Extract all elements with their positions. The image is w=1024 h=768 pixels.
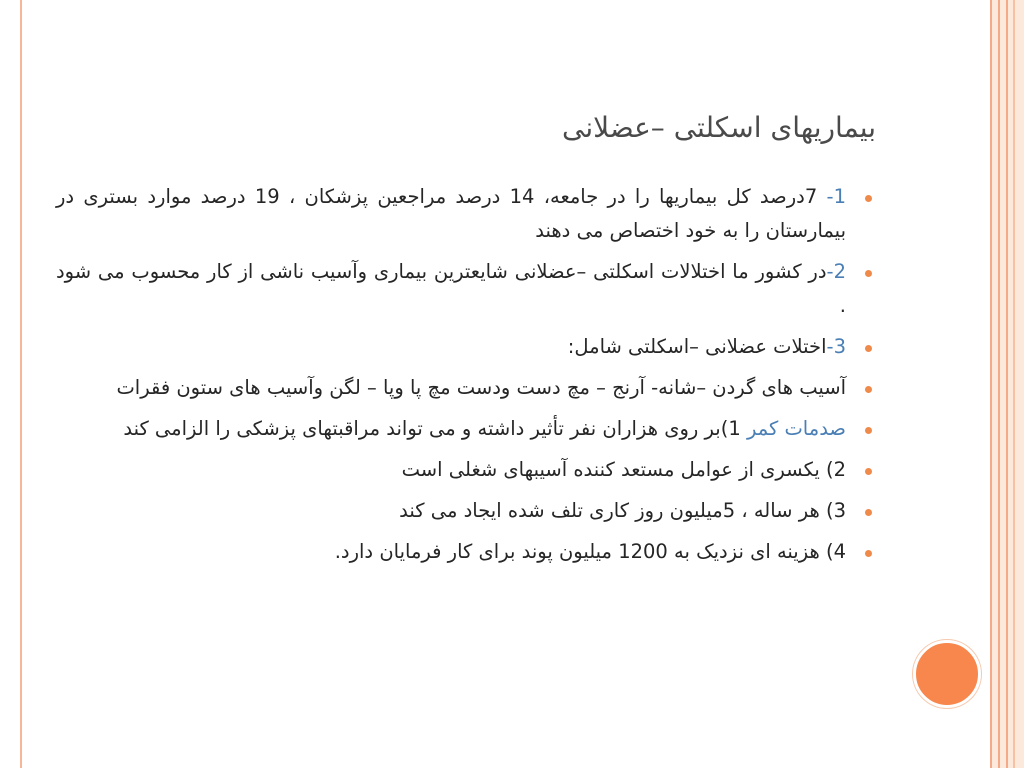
list-item bbox=[56, 535, 876, 569]
list-item bbox=[56, 255, 876, 323]
bullet-list bbox=[56, 180, 876, 576]
item-prefix: صدمات کمر bbox=[746, 417, 846, 440]
item-text: 3) هر ساله ، 5میلیون روز کاری تلف شده ایجاد می کند bbox=[399, 499, 846, 522]
right-stripe-line-2 bbox=[998, 0, 1000, 768]
item-text: 7درصد کل بیماریها را در جامعه، 14 درصد مراجعین پزشکان ، 19 درصد موارد بستری در بیمارستان را به خود اختصاص می دهند bbox=[56, 185, 846, 242]
right-stripe-line-4 bbox=[1013, 0, 1015, 768]
bullet-dot bbox=[865, 345, 872, 352]
list-item bbox=[56, 180, 876, 248]
bullet-dot bbox=[865, 468, 872, 475]
bullet-dot bbox=[865, 270, 872, 277]
item-text: در کشور ما اختلالات اسکلتی –عضلانی شایعترین بیماری وآسیب ناشی از کار محسوب می شود . bbox=[56, 260, 846, 317]
bullet-dot bbox=[865, 427, 872, 434]
bullet-dot bbox=[865, 550, 872, 557]
item-text: 2) یکسری از عوامل مستعد کننده آسیبهای شغلی است bbox=[401, 458, 846, 481]
item-prefix: 1- bbox=[826, 185, 846, 208]
bullet-dot bbox=[865, 509, 872, 516]
bullet-dot bbox=[865, 386, 872, 393]
slide-title: بیماریهای اسکلتی –عضلانی bbox=[561, 111, 876, 144]
item-prefix: 2- bbox=[826, 260, 846, 283]
list-item bbox=[56, 330, 876, 364]
right-stripe-line-1 bbox=[990, 0, 992, 768]
item-prefix: 3- bbox=[826, 335, 846, 358]
bullet-dot bbox=[865, 195, 872, 202]
decorative-circle bbox=[913, 640, 981, 708]
right-stripe-line-3 bbox=[1006, 0, 1008, 768]
item-text: 4) هزینه ای نزدیک به 1200 میلیون پوند برای کار فرمایان دارد. bbox=[334, 540, 846, 563]
list-item bbox=[56, 494, 876, 528]
left-border-line bbox=[20, 0, 22, 768]
item-text: اختلات عضلانی –اسکلتی شامل: bbox=[567, 335, 827, 358]
list-item bbox=[56, 412, 876, 446]
item-text: آسیب های گردن –شانه- آرنج – مچ دست ودست مچ پا وپا – لگن وآسیب های ستون فقرات bbox=[116, 376, 846, 399]
list-item bbox=[56, 371, 876, 405]
list-item bbox=[56, 453, 876, 487]
item-text: 1)بر روی هزاران نفر تأثیر داشته و می تواند مراقبتهای پزشکی را الزامی کند bbox=[123, 417, 747, 440]
